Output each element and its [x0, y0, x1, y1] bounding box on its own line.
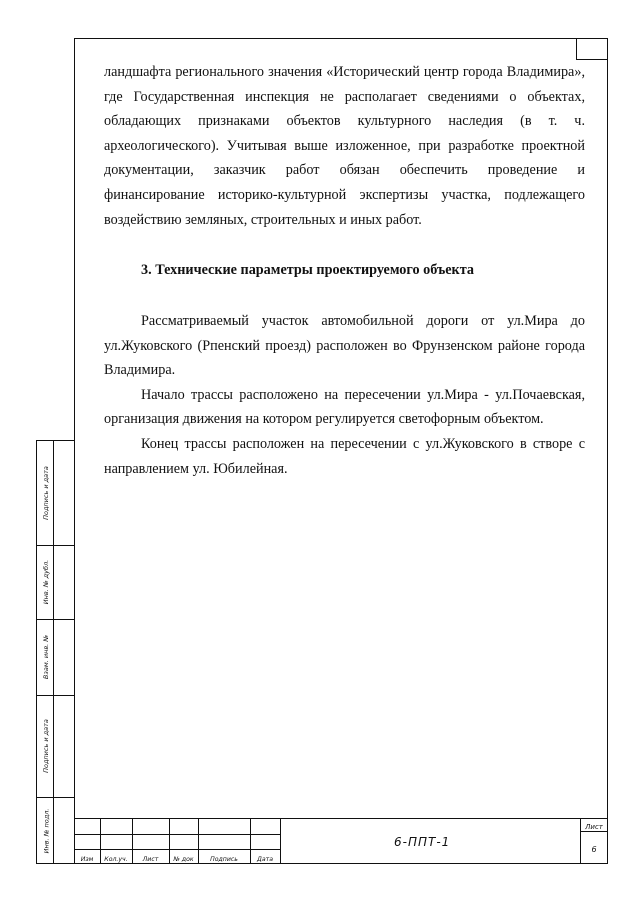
- replace-inv-label: Взам. инв. №: [42, 634, 51, 680]
- grid-line: [280, 819, 281, 864]
- signature-date-top-label: Подпись и дата: [42, 466, 50, 520]
- sheet-caption: Лист: [585, 823, 603, 831]
- strip-cell: [40, 545, 52, 619]
- col-doc-caption: № док: [173, 856, 194, 863]
- inv-dupl-label: Инв. № дубл.: [42, 559, 51, 605]
- col-sheet-caption: Лист: [142, 856, 159, 863]
- paragraph-1: Рассматриваемый участок автомобильной дороги от ул.Мира до ул.Жуковского (Рпенский проезд) расположен во Фрунзенском районе города Владимира.: [104, 313, 585, 379]
- col-date-caption: Дата: [256, 856, 274, 863]
- title-block: [74, 818, 608, 864]
- col-change-caption: Изм: [80, 856, 94, 863]
- sheet-number: 6: [591, 845, 597, 854]
- paragraph-2: Начало трассы расположено на пересечении ул.Мира - ул.Почаевская, организация движения на котором регулируется светофорным объектом.: [104, 386, 585, 428]
- top-paragraph: ландшафта регионального значения «Исторический центр города Владимира», где Государственная инспекция не располагает сведениями о объектах, обладающих признаками объектов культурного наследия (в т. ч. археологического). Учитывая выше изложенное, при разработке проектной документации, заказчик работ обязан обеспечить проведение и финансирование историко-культурной экспертизы участка, подлежащего воздействию земляных, строительных и иных работ.: [104, 64, 585, 228]
- document-number: 6-ППТ-1: [394, 835, 451, 849]
- strip-cell: [40, 797, 52, 865]
- strip-cell: [40, 619, 52, 695]
- grid-line: [580, 831, 608, 832]
- inv-orig-label: Инв. № подл.: [42, 808, 50, 854]
- strip-cell: [40, 695, 52, 797]
- col-count-caption: Кол.уч.: [104, 856, 128, 863]
- body-section-text: [104, 309, 585, 481]
- side-strip: [36, 440, 74, 864]
- signature-date-bottom-label: Подпись и дата: [42, 719, 50, 773]
- col-signature-caption: Подпись: [210, 856, 238, 863]
- paragraph-3: Конец трассы расположен на пересечении с ул.Жуковского в створе с направлением ул. Юбилейная.: [104, 435, 585, 477]
- strip-cell: [40, 441, 52, 545]
- corner-box: [576, 38, 608, 60]
- body-top-text: [104, 60, 585, 232]
- section-heading: 3. Технические параметры проектируемого объекта: [141, 262, 474, 278]
